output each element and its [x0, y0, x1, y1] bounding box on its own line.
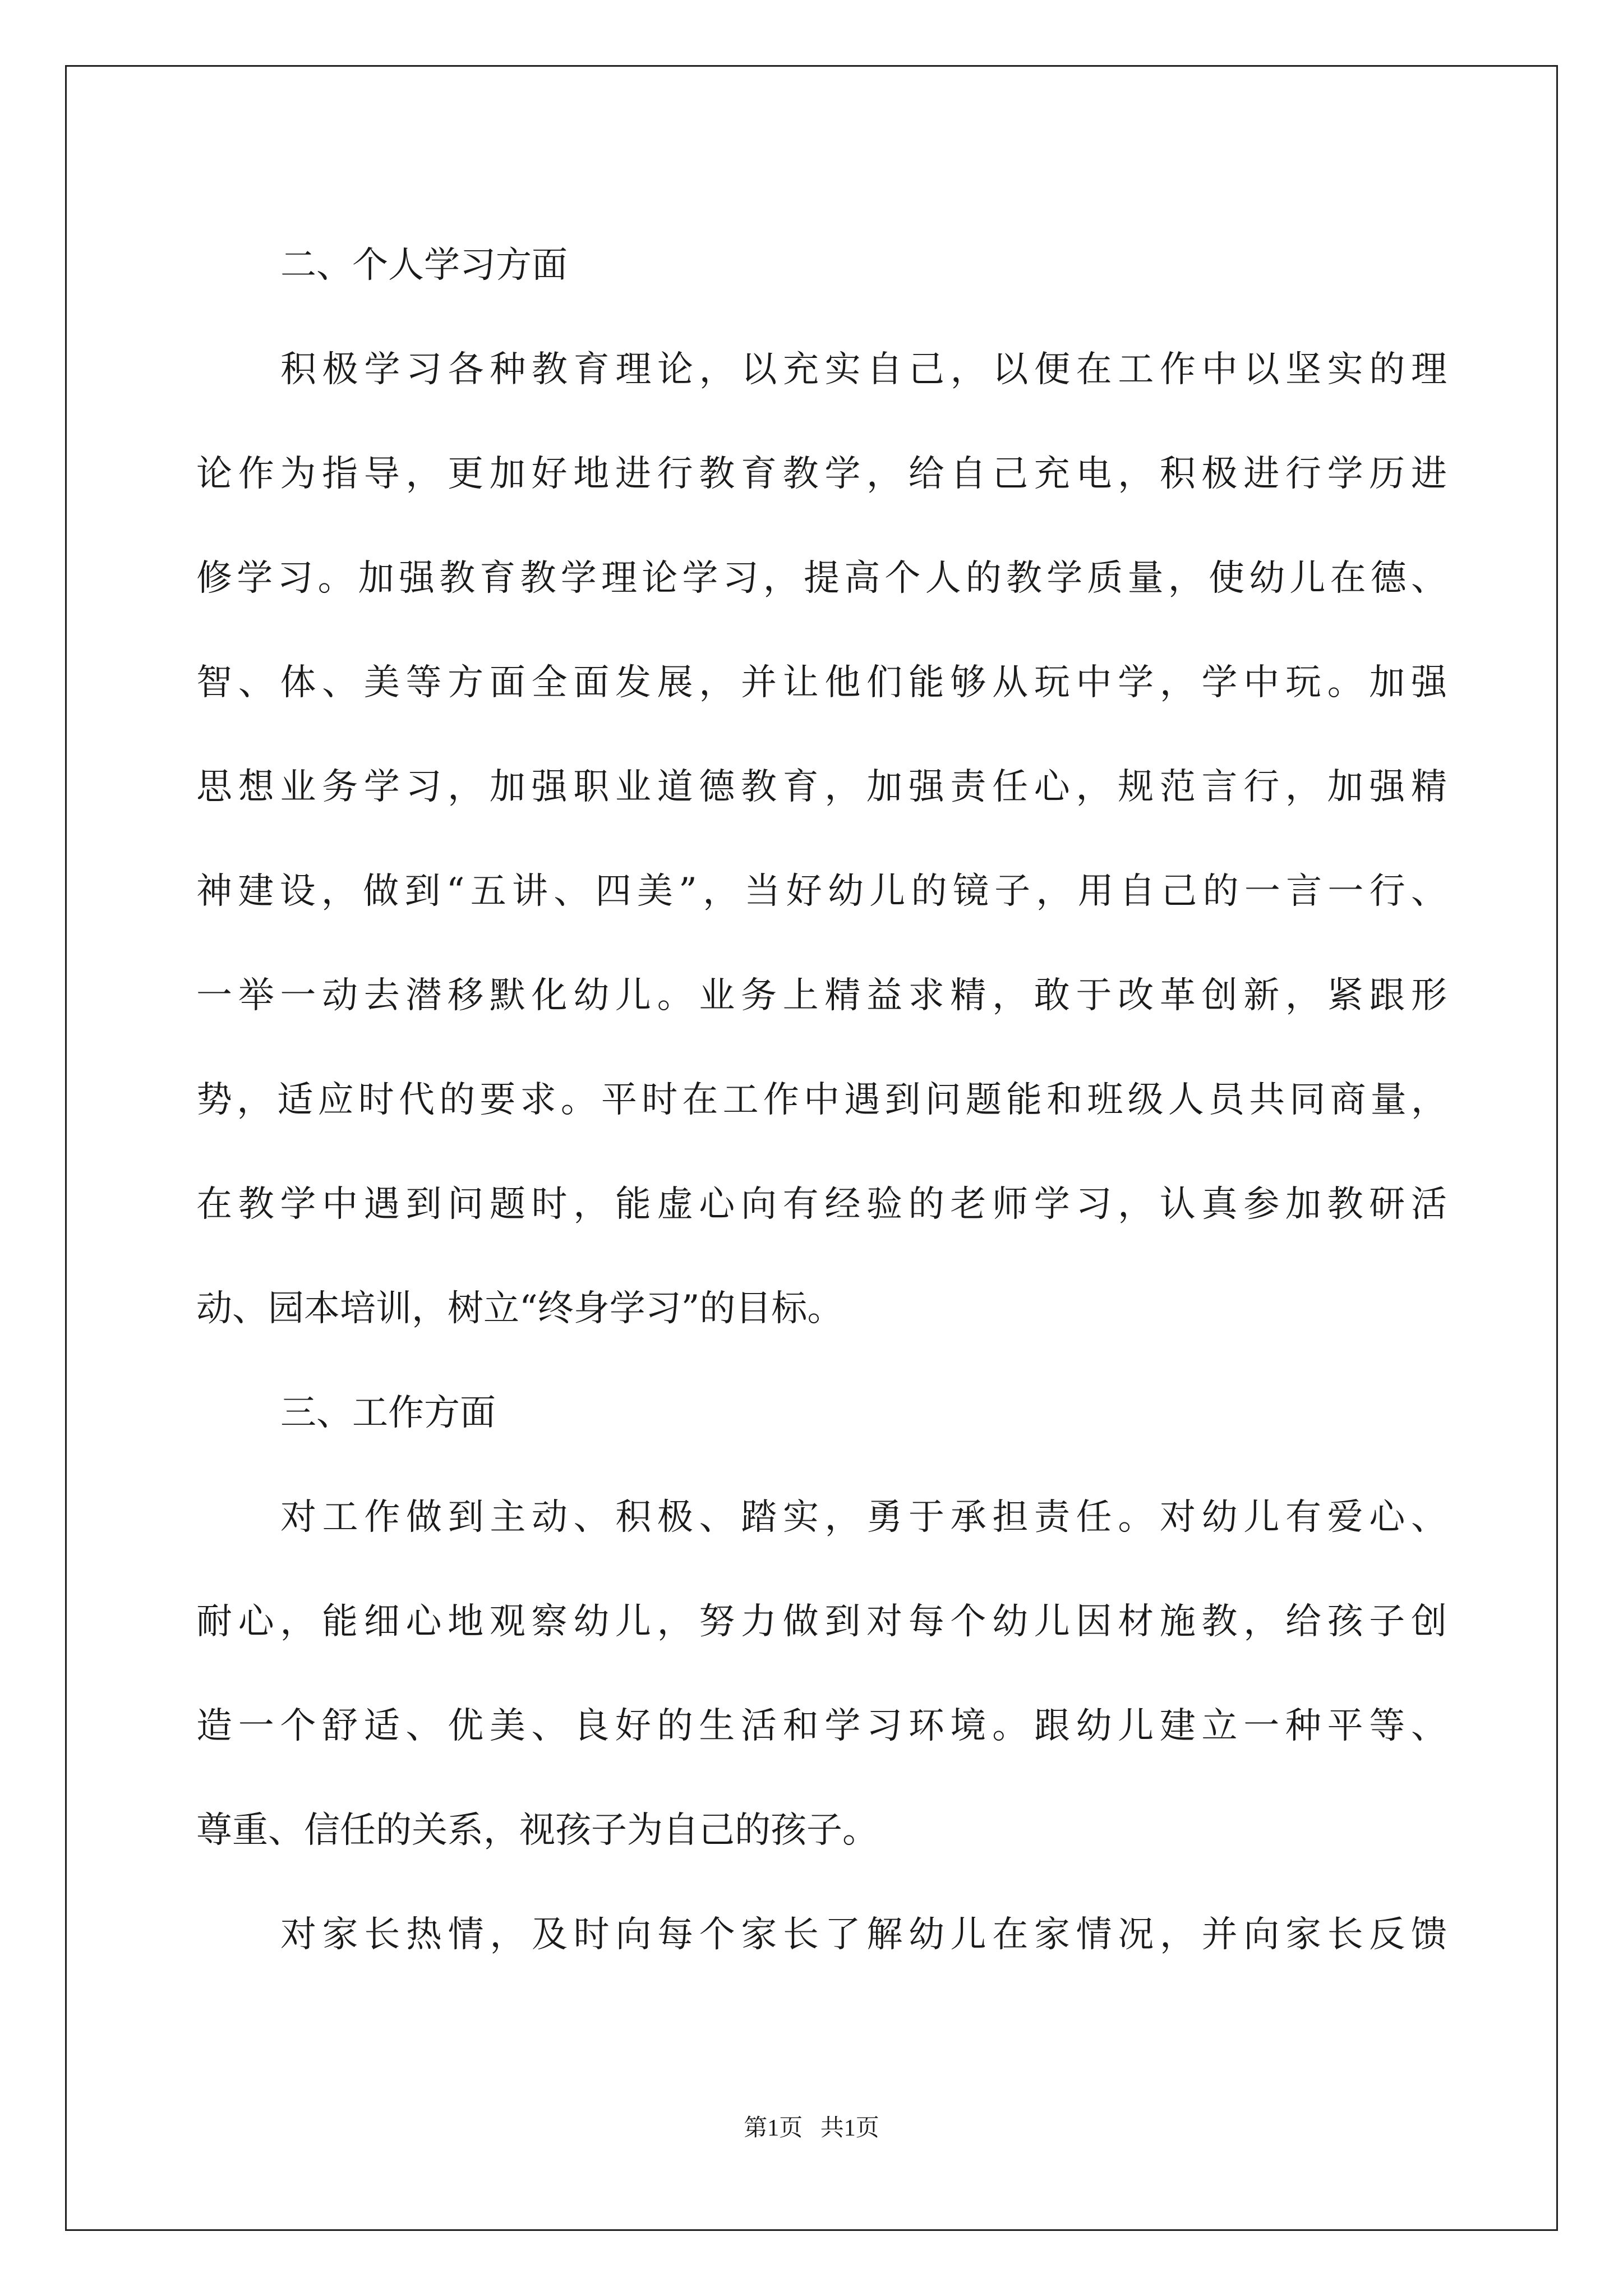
text-line: 思想业务学习，加强职业道德教育，加强责任心，规范言行，加强精 — [196, 766, 1447, 808]
text-line: 造一个舒适、优美、良好的生活和学习环境。跟幼儿建立一种平等、 — [196, 1705, 1447, 1747]
text-line: 对工作做到主动、积极、踏实，勇于承担责任。对幼儿有爱心、 — [280, 1497, 1447, 1538]
page-footer — [0, 2109, 1623, 2143]
text-line: 三、工作方面 — [280, 1392, 496, 1434]
text-line: 耐心，能细心地观察幼儿，努力做到对每个幼儿因材施教，给孩子创 — [196, 1601, 1447, 1642]
text-line: 对家长热情，及时向每个家长了解幼儿在家情况，并向家长反馈 — [280, 1914, 1447, 1955]
text-line: 一举一动去潜移默化幼儿。业务上精益求精，敢于改革创新，紧跟形 — [196, 975, 1447, 1016]
text-line: 智、体、美等方面全面发展，并让他们能够从玩中学，学中玩。加强 — [196, 662, 1447, 703]
text-line: 势，适应时代的要求。平时在工作中遇到问题能和班级人员共同商量， — [196, 1079, 1447, 1121]
page-number-label: 第1页 共1页 — [744, 2115, 879, 2141]
text-line: 神建设，做到“五讲、四美”，当好幼儿的镜子，用自己的一言一行、 — [196, 871, 1447, 912]
text-line: 尊重、信任的关系，视孩子为自己的孩子。 — [196, 1810, 878, 1851]
text-line: 论作为指导，更加好地进行教育教学，给自己充电，积极进行学历进 — [196, 453, 1447, 495]
text-line: 动、园本培训，树立“终身学习”的目标。 — [196, 1288, 843, 1329]
text-line: 在教学中遇到问题时，能虚心向有经验的老师学习，认真参加教研活 — [196, 1184, 1447, 1225]
text-line: 积极学习各种教育理论，以充实自己，以便在工作中以坚实的理 — [280, 349, 1447, 390]
text-line: 二、个人学习方面 — [280, 245, 568, 286]
text-line: 修学习。加强教育教学理论学习，提高个人的教学质量，使幼儿在德、 — [196, 558, 1447, 599]
document-body — [196, 213, 1447, 1987]
